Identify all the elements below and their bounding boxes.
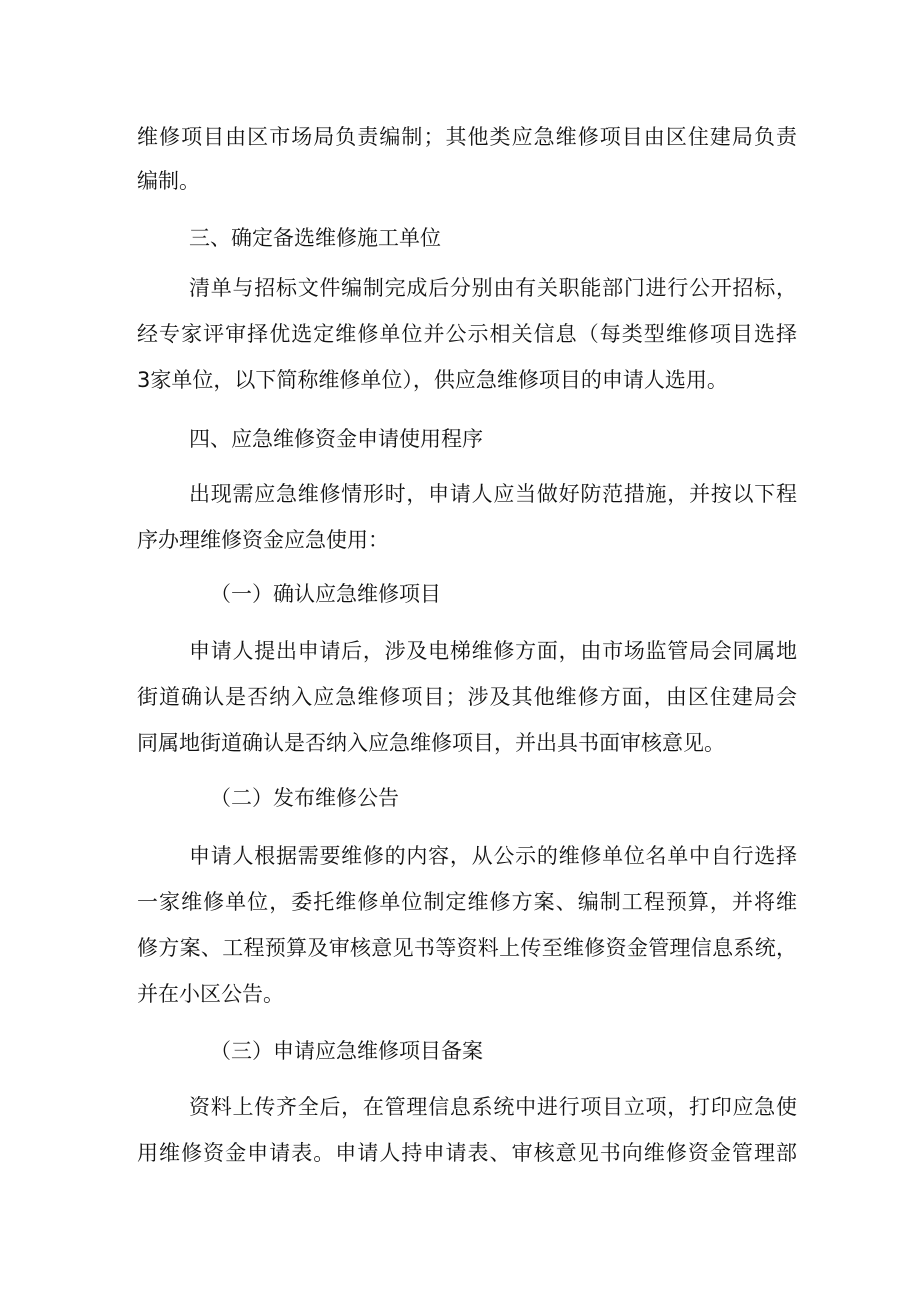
section-heading: 四、应急维修资金申请使用程序 <box>189 427 483 451</box>
paragraph-line: 申请人根据需要维修的内容，从公示的维修单位名单中自行选择 <box>189 844 797 868</box>
paragraph-line: 街道确认是否纳入应急维修项目；涉及其他维修方面，由区住建局会 <box>137 685 797 709</box>
paragraph-line: 经专家评审择优选定维修单位并公示相关信息（每类型维修项目选择 <box>137 322 797 346</box>
subsection-heading: （二）发布维修公告 <box>210 786 399 810</box>
paragraph-line: 并在小区公告。 <box>137 982 284 1006</box>
paragraph-line: 一家维修单位，委托维修单位制定维修方案、编制工程预算，并将维 <box>137 890 797 914</box>
paragraph-line: 序办理维修资金应急使用： <box>137 528 389 552</box>
paragraph-line: 申请人提出申请后，涉及电梯维修方面，由市场监管局会同属地 <box>189 639 797 663</box>
paragraph-line: 编制。 <box>137 169 200 193</box>
paragraph-line: 同属地街道确认是否纳入应急维修项目，并出具书面审核意见。 <box>137 731 725 755</box>
paragraph-line: 出现需应急维修情形时，申请人应当做好防范措施，并按以下程 <box>189 482 797 506</box>
paragraph-line: 资料上传齐全后，在管理信息系统中进行项目立项，打印应急使 <box>189 1095 797 1119</box>
paragraph-line: 清单与招标文件编制完成后分别由有关职能部门进行公开招标， <box>189 276 797 300</box>
paragraph-line: 3家单位，以下简称维修单位），供应急维修项目的申请人选用。 <box>137 368 728 392</box>
paragraph-line: 维修项目由区市场局负责编制；其他类应急维修项目由区住建局负责 <box>137 125 797 149</box>
section-heading: 三、确定备选维修施工单位 <box>189 226 441 250</box>
subsection-heading: （一）确认应急维修项目 <box>210 582 441 606</box>
paragraph-line: 修方案、工程预算及审核意见书等资料上传至维修资金管理信息系统， <box>137 936 797 960</box>
paragraph-line: 用维修资金申请表。申请人持申请表、审核意见书向维修资金管理部 <box>137 1141 797 1165</box>
subsection-heading: （三）申请应急维修项目备案 <box>210 1039 483 1063</box>
